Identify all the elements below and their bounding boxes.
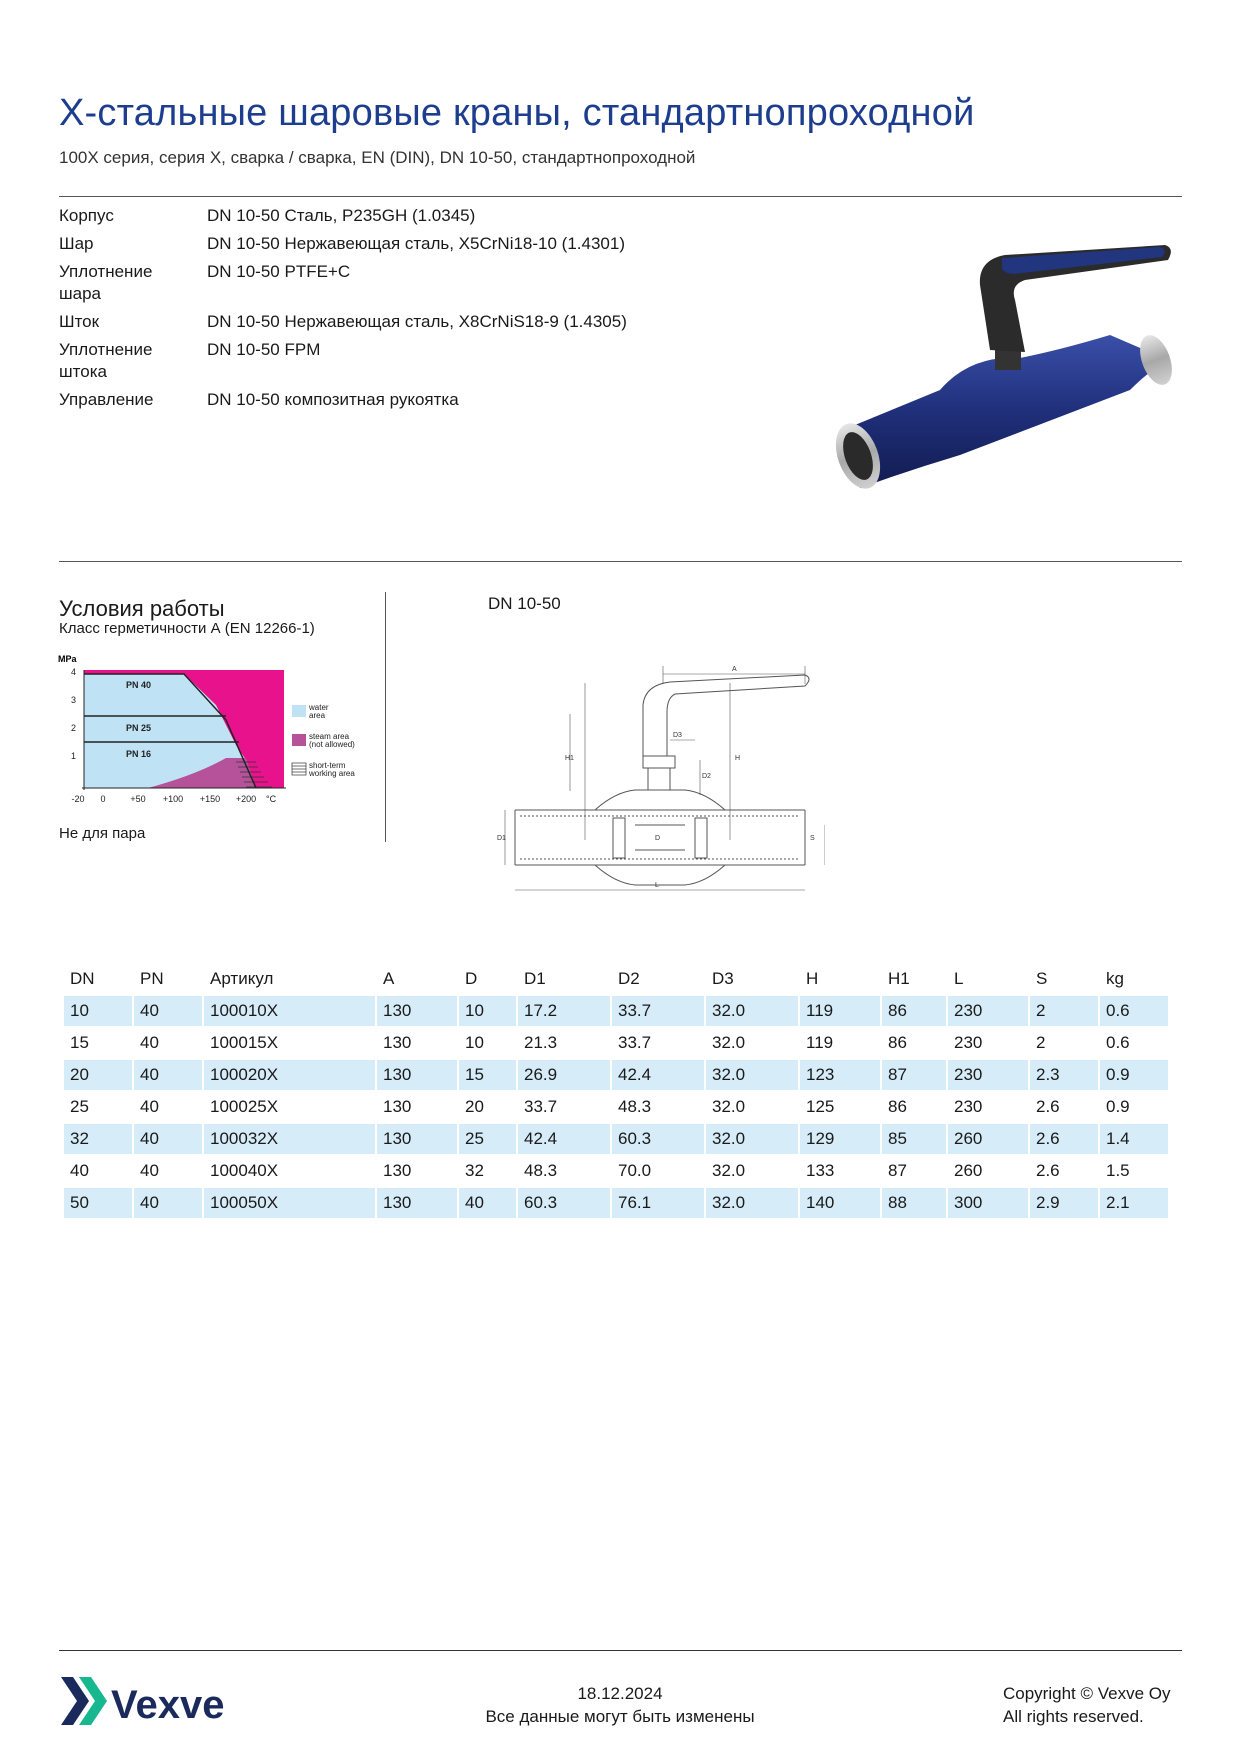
table-cell: 40	[134, 996, 202, 1026]
legend-swatch-water	[292, 705, 306, 717]
table-cell: 119	[800, 996, 880, 1026]
y-tick-label: 1	[70, 751, 76, 761]
table-cell: 15	[70, 1033, 89, 1052]
column-header: A	[383, 969, 395, 988]
table-cell: 32.0	[706, 1188, 798, 1218]
conditions-title: Условия работы	[59, 596, 225, 621]
property-value: DN 10-50 Нержавеющая сталь, X8CrNiS18-9 (1.4305)	[207, 312, 627, 331]
table-cell: 2.6	[1036, 1097, 1060, 1116]
table-cell: 140	[800, 1188, 880, 1218]
table-cell: 20	[64, 1060, 132, 1090]
table-cell: 10	[64, 996, 132, 1026]
table-cell: 2.6	[1036, 1161, 1060, 1180]
table-cell: 87	[882, 1060, 946, 1090]
table-cell: 86	[882, 996, 946, 1026]
property-name: Уплотнение штока	[59, 340, 153, 381]
dim-label: A	[732, 666, 737, 673]
table-cell: 260	[948, 1124, 1028, 1154]
page-title: X-стальные шаровые краны, стандартнопроходной	[59, 92, 975, 134]
table-cell: 40	[134, 1188, 202, 1218]
y-tick-label: 4	[70, 667, 76, 677]
rights-text: All rights reserved.	[1003, 1707, 1144, 1726]
table-cell: 100015X	[210, 1033, 279, 1052]
divider	[59, 561, 1182, 562]
table-cell: 260	[954, 1161, 983, 1180]
table-row	[64, 1092, 1168, 1122]
vexve-logo	[59, 1675, 259, 1731]
table-cell: 25	[70, 1097, 89, 1116]
property-name: Управление	[59, 390, 154, 409]
table-cell: 130	[377, 1124, 457, 1154]
table-cell: 2	[1030, 996, 1098, 1026]
table-cell: 88	[882, 1188, 946, 1218]
property-name: Шар	[59, 234, 94, 253]
table-row	[64, 1124, 1168, 1154]
table-cell: 48.3	[524, 1161, 558, 1180]
table-cell: 48.3	[618, 1097, 652, 1116]
table-cell: 0.9	[1106, 1097, 1130, 1116]
table-cell: 125	[806, 1097, 835, 1116]
property-value: DN 10-50 PTFE+C	[207, 262, 351, 281]
table-cell: 230	[954, 1033, 983, 1052]
table-cell: 100010X	[204, 996, 375, 1026]
table-cell: 40	[134, 1060, 202, 1090]
legend-label: area	[309, 711, 326, 720]
table-cell: 40	[459, 1188, 516, 1218]
table-cell: 230	[948, 1060, 1028, 1090]
table-cell: 129	[800, 1124, 880, 1154]
table-cell: 230	[948, 996, 1028, 1026]
table-cell: 130	[377, 996, 457, 1026]
footer-center	[400, 1682, 840, 1728]
table-cell: 33.7	[618, 1033, 652, 1052]
table-cell: 85	[882, 1124, 946, 1154]
property-value: DN 10-50 FPM	[207, 340, 321, 359]
table-cell: 32	[465, 1161, 484, 1180]
column-header: D1	[524, 969, 546, 988]
dim-label: D2	[702, 773, 711, 780]
y-unit-label: MPa	[58, 654, 77, 664]
table-cell: 32	[64, 1124, 132, 1154]
table-cell: 130	[383, 1097, 412, 1116]
table-cell: 300	[948, 1188, 1028, 1218]
dim-label: D1	[497, 835, 506, 842]
legend-swatch-steam	[292, 734, 306, 746]
table-cell: 70.0	[618, 1161, 652, 1180]
x-tick-label: +50	[130, 794, 146, 804]
table-cell: 33.7	[524, 1097, 558, 1116]
column-header: DN	[70, 969, 95, 988]
column-header: D	[465, 969, 478, 988]
legend-label: water	[309, 703, 329, 712]
table-cell: 21.3	[524, 1033, 558, 1052]
copyright-text: Copyright © Vexve Oy	[1003, 1684, 1171, 1703]
table-cell: 133	[806, 1161, 835, 1180]
pressure-temperature-chart	[56, 650, 356, 810]
table-cell: 86	[888, 1033, 907, 1052]
x-tick-label: -20	[71, 794, 85, 804]
table-cell: 2	[1036, 1033, 1046, 1052]
column-header: H	[806, 969, 819, 988]
table-cell: 119	[806, 1033, 834, 1052]
table-cell: 2.1	[1100, 1188, 1168, 1218]
footer-disclaimer: Все данные могут быть изменены	[485, 1707, 755, 1726]
table-cell: 40	[70, 1161, 89, 1180]
table-cell: 25	[459, 1124, 516, 1154]
property-name: Шток	[59, 312, 100, 331]
dim-label: L	[655, 882, 659, 889]
table-cell: 42.4	[518, 1124, 610, 1154]
column-header: kg	[1106, 969, 1124, 988]
table-cell: 40	[140, 1097, 159, 1116]
table-cell: 32.0	[706, 1060, 798, 1090]
property-value: DN 10-50 Нержавеющая сталь, X5CrNi18-10 (1.4301)	[207, 234, 625, 253]
table-cell: 0.9	[1100, 1060, 1168, 1090]
logo-text: Vexve	[111, 1683, 225, 1727]
property-row	[59, 205, 807, 227]
legend-label: working area	[309, 769, 355, 778]
table-cell: 40	[140, 1161, 159, 1180]
table-cell: 60.3	[518, 1188, 610, 1218]
property-value: DN 10-50 композитная рукоятка	[207, 390, 459, 409]
table-header-row	[64, 964, 1168, 994]
drawing-dn-label: DN 10-50	[488, 594, 561, 613]
property-value: DN 10-50 Сталь, P235GH (1.0345)	[207, 206, 476, 225]
column-header: S	[1036, 969, 1048, 988]
dim-label: S	[810, 835, 815, 842]
table-cell: 2.6	[1030, 1124, 1098, 1154]
table-cell: 123	[800, 1060, 880, 1090]
table-row	[64, 1060, 1168, 1090]
footer-date: 18.12.2024	[577, 1684, 663, 1703]
property-row	[59, 311, 807, 333]
dimensions-table	[62, 962, 1170, 1220]
table-cell: 76.1	[612, 1188, 704, 1218]
table-cell: 130	[383, 1161, 412, 1180]
legend-label: steam area	[309, 732, 350, 741]
divider	[59, 196, 1182, 197]
table-cell: 1.5	[1106, 1161, 1130, 1180]
table-row	[64, 1188, 1168, 1218]
properties-list	[59, 205, 807, 417]
table-cell: 42.4	[612, 1060, 704, 1090]
table-cell: 26.9	[518, 1060, 610, 1090]
legend-swatch-short-term	[292, 763, 306, 775]
table-cell: 100032X	[204, 1124, 375, 1154]
table-cell: 1.4	[1100, 1124, 1168, 1154]
x-tick-label: +100	[162, 794, 184, 804]
table-cell: 32.0	[712, 1161, 746, 1180]
table-cell: 50	[64, 1188, 132, 1218]
x-unit-label: °C	[266, 794, 277, 804]
page-subtitle: 100X серия, серия X, сварка / сварка, EN (DIN), DN 10-50, стандартнопроходной	[59, 148, 696, 167]
x-tick-label: +200	[235, 794, 257, 804]
table-row	[64, 1156, 1168, 1186]
table-cell: 60.3	[612, 1124, 704, 1154]
legend-label: (not allowed)	[309, 740, 355, 749]
table-cell: 40	[134, 1124, 202, 1154]
property-row	[59, 233, 807, 255]
property-name: Уплотнение шара	[59, 262, 153, 303]
dim-label: D	[655, 835, 661, 842]
table-cell: 20	[465, 1097, 484, 1116]
table-cell: 32.0	[712, 1033, 746, 1052]
conditions-note: Не для пара	[59, 825, 146, 842]
column-header: L	[954, 969, 964, 988]
y-tick-label: 2	[70, 723, 76, 733]
footer-divider	[59, 1650, 1182, 1651]
conditions-subtitle: Класс герметичности А (EN 12266-1)	[59, 620, 315, 637]
valve-product-image	[830, 240, 1180, 520]
footer-copyright	[1003, 1682, 1171, 1728]
table-row	[64, 996, 1168, 1026]
pn-label: PN 16	[126, 749, 152, 759]
table-cell: 0.6	[1100, 996, 1168, 1026]
column-header: H1	[888, 969, 910, 988]
vertical-divider	[385, 592, 386, 842]
pn-label: PN 40	[126, 680, 152, 690]
table-cell: 0.6	[1106, 1033, 1130, 1052]
table-cell: 17.2	[518, 996, 610, 1026]
y-tick-label: 3	[70, 695, 76, 705]
table-cell: 87	[888, 1161, 907, 1180]
column-header: Артикул	[210, 969, 274, 988]
table-cell: 32.0	[712, 1097, 746, 1116]
column-header: D3	[712, 969, 734, 988]
table-cell: 130	[383, 1033, 412, 1052]
column-header: D2	[618, 969, 640, 988]
table-cell: 33.7	[612, 996, 704, 1026]
table-row	[64, 1028, 1168, 1058]
table-cell: 10	[465, 1033, 484, 1052]
dim-label: D3	[673, 732, 682, 739]
table-cell: 2.3	[1030, 1060, 1098, 1090]
table-cell: 32.0	[706, 1124, 798, 1154]
table-cell: 100040X	[210, 1161, 279, 1180]
table-cell: 86	[888, 1097, 907, 1116]
table-cell: 130	[377, 1060, 457, 1090]
dim-label: H	[735, 755, 741, 762]
table-cell: 2.9	[1030, 1188, 1098, 1218]
table-cell: 230	[954, 1097, 983, 1116]
table-cell: 130	[377, 1188, 457, 1218]
x-tick-label: +150	[199, 794, 221, 804]
pn-label: PN 25	[126, 723, 152, 733]
table-cell: 100050X	[204, 1188, 375, 1218]
property-row	[59, 389, 807, 411]
property-row	[59, 261, 807, 305]
table-cell: 10	[459, 996, 516, 1026]
table-cell: 100025X	[210, 1097, 279, 1116]
table-cell: 40	[140, 1033, 159, 1052]
property-name: Корпус	[59, 206, 114, 225]
dim-label: H1	[565, 755, 574, 762]
x-tick-label: 0	[100, 794, 106, 804]
column-header: PN	[140, 969, 164, 988]
table-cell: 32.0	[706, 996, 798, 1026]
legend-label: short-term	[309, 761, 346, 770]
property-row	[59, 339, 807, 383]
table-cell: 100020X	[204, 1060, 375, 1090]
table-cell: 15	[459, 1060, 516, 1090]
technical-drawing	[495, 660, 825, 900]
